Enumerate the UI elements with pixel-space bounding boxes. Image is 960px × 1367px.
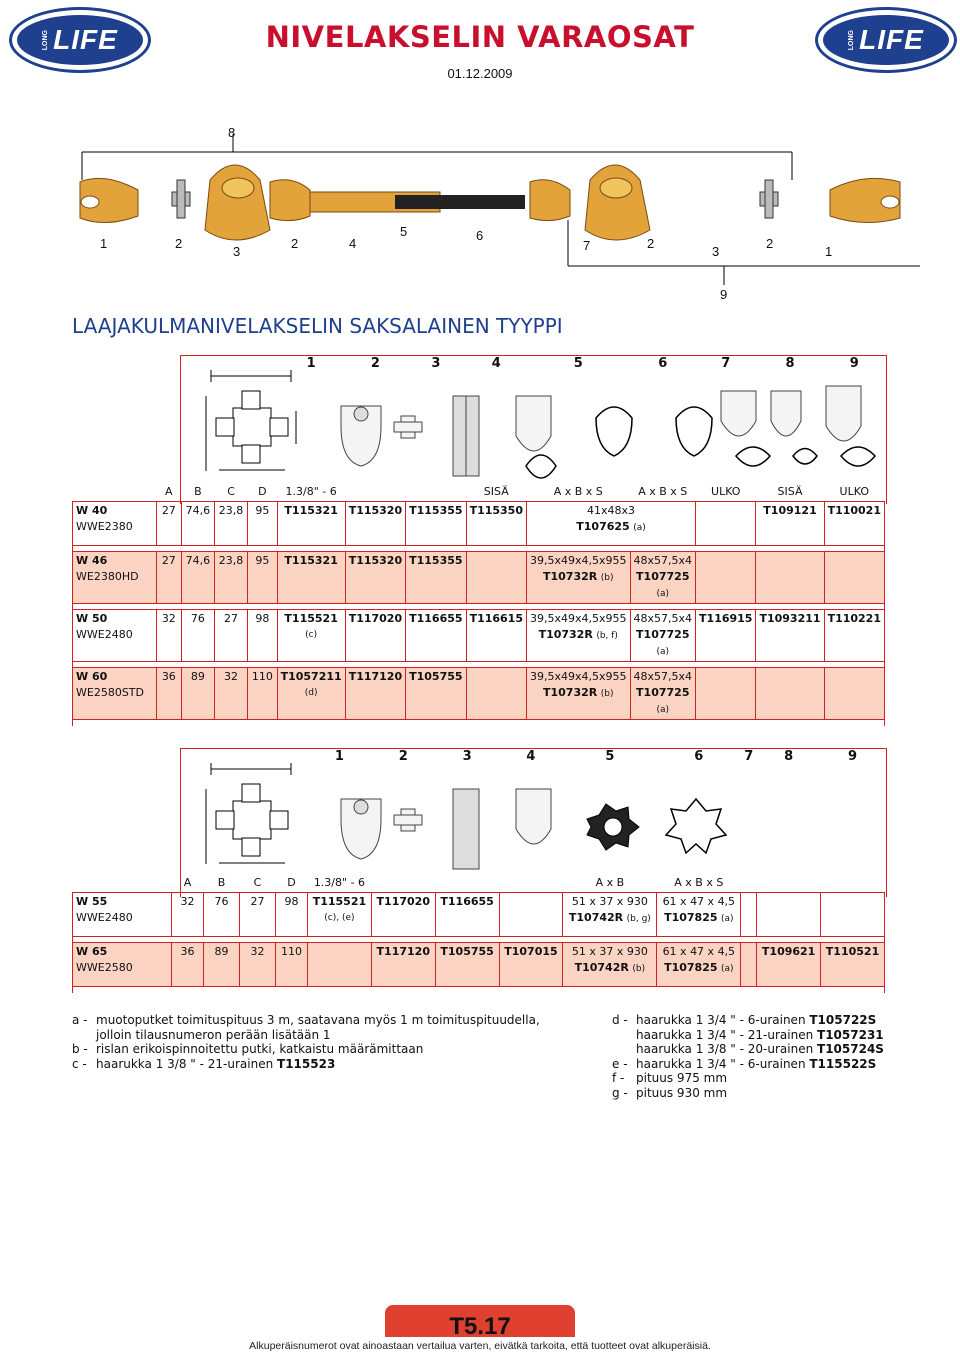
dim-d: 110 (248, 668, 277, 720)
dim-a: 36 (172, 943, 204, 987)
sub-1: 1.3/8" - 6 (313, 876, 366, 889)
col9-cell (824, 552, 884, 604)
cell-part (530, 569, 627, 586)
cell-note: (c), (e) (324, 913, 355, 923)
footnote-key: g - (612, 1085, 628, 1100)
cell-note: (a) (721, 964, 734, 974)
footnote (612, 1028, 912, 1043)
part-number: T10742R (568, 911, 624, 924)
sub-8: SISÄ (777, 485, 803, 498)
sub-b: B (194, 485, 202, 498)
col-4: 4 (526, 749, 536, 764)
col2-cell: T117120 (371, 943, 435, 987)
spacer-cell (73, 987, 885, 993)
col3-cell: T105755 (406, 668, 466, 720)
col5-cell (563, 943, 657, 987)
footnote-key: b - (72, 1042, 88, 1056)
col6-cell (630, 552, 696, 604)
col1-cell (308, 943, 372, 987)
sub-4: SISÄ (483, 485, 509, 498)
part-number: T115522S (809, 1056, 877, 1071)
spacer-cell (73, 720, 885, 726)
col3-cell: T116655 (406, 610, 466, 662)
col8-cell: T109121 (756, 502, 824, 546)
sub-6: A x B x S (638, 485, 688, 498)
part-number: T10732R (543, 570, 598, 583)
model-code: WWE2480 (76, 628, 133, 641)
model-name: W 40 (76, 504, 108, 517)
sub-3 (406, 483, 466, 502)
sub-a: A (183, 876, 192, 889)
col8-cell (757, 893, 821, 937)
header (0, 0, 960, 90)
footnote-text: pituus 930 mm (636, 1085, 728, 1100)
col9-cell (821, 893, 885, 937)
dim-b: 89 (181, 668, 214, 720)
col-9: 9 (849, 356, 859, 371)
footnote-key: c - (72, 1056, 87, 1071)
logo-text: LIFE (53, 24, 118, 55)
col9-cell: T110521 (821, 943, 885, 987)
table2-number-row (73, 748, 885, 766)
footnote-text: haarukka 1 3/4 " - 6-urainen (636, 1013, 806, 1027)
footnote-text: haarukka 1 3/4 " - 6-urainen (636, 1056, 806, 1071)
cell-part (660, 960, 737, 977)
part-number: T115321 (284, 554, 338, 567)
col-1: 1 (306, 356, 316, 371)
col8-cell (756, 552, 824, 604)
footnote (612, 1013, 912, 1028)
callout-5: 5 (400, 224, 408, 239)
date: 01.12.2009 (447, 66, 513, 81)
model-code: WWE2380 (76, 520, 133, 533)
model-code: WWE2480 (76, 911, 133, 924)
col5-cell (527, 668, 631, 720)
col9-cell: T110021 (824, 502, 884, 546)
col1-cell (308, 893, 372, 937)
callout-8: 8 (228, 125, 236, 140)
footnote-text: pituus 975 mm (636, 1071, 728, 1085)
cell-note: (b, g) (626, 914, 651, 924)
footnote-list (612, 1013, 912, 1100)
footnote-text: rislan erikoispinnoitettu putki, katkaistu määrämittaan (96, 1042, 424, 1056)
cell-note: (c) (305, 630, 318, 640)
part-number: T115521 (312, 895, 367, 908)
cell-note: (a) (656, 589, 670, 599)
col-2: 2 (370, 356, 380, 371)
col1-cell (277, 552, 345, 604)
dim-d: 110 (276, 943, 308, 987)
table-row (73, 668, 885, 720)
logo-small-text: LONG (42, 29, 50, 51)
col-5: 5 (605, 749, 615, 764)
spec-table-2 (72, 748, 885, 993)
cell-part (634, 627, 693, 660)
footnote-key (612, 1028, 636, 1043)
cell-part (634, 685, 693, 718)
col6-cell (657, 943, 741, 987)
model-cell (73, 552, 157, 604)
cell-note: (b, f) (596, 631, 618, 641)
col8-cell: T109621 (757, 943, 821, 987)
col8-cell (756, 668, 824, 720)
table1-number-row (73, 355, 885, 373)
model-name: W 55 (76, 895, 108, 908)
cell-value: 41x48x3 (587, 504, 636, 517)
cell-value: 51 x 37 x 930 (571, 895, 648, 908)
model-cell (73, 668, 157, 720)
part-number: T10732R (538, 628, 593, 641)
sub-2 (345, 483, 405, 502)
footnote (72, 1013, 572, 1028)
footnote-key: f - (612, 1071, 625, 1085)
dim-d: 95 (248, 552, 277, 604)
callout-1: 1 (100, 236, 108, 251)
col-8: 8 (784, 749, 794, 764)
sub-a: A (165, 485, 173, 498)
table-row (73, 610, 885, 662)
col7-cell (741, 943, 757, 987)
dim-b: 76 (204, 893, 240, 937)
model-code: WE2580STD (76, 686, 144, 699)
table1-subheader-row (73, 483, 885, 502)
col3-cell: T116655 (435, 893, 499, 937)
col-7: 7 (744, 749, 754, 764)
sub-8 (757, 874, 821, 893)
col7-cell (696, 668, 756, 720)
table-row (73, 893, 885, 937)
page-title: NIVELAKSELIN VARAOSAT (265, 20, 695, 54)
col-7: 7 (721, 356, 731, 371)
model-code: WE2380HD (76, 570, 139, 583)
table-row (73, 943, 885, 987)
col6-cell (630, 610, 696, 662)
sub-9: ULKO (839, 485, 869, 498)
col6-cell (657, 893, 741, 937)
footnote (72, 1028, 572, 1043)
col5-cell (563, 893, 657, 937)
footnote (72, 1057, 572, 1072)
sub-9 (821, 874, 885, 893)
section-title: LAAJAKULMANIVELAKSELIN SAKSALAINEN TYYPPI (72, 314, 563, 338)
col2-cell: T115320 (345, 552, 405, 604)
part-number: T115521 (284, 612, 338, 625)
callout-6: 6 (476, 228, 484, 243)
col1-cell (277, 668, 345, 720)
callout-9: 9 (720, 287, 728, 302)
dim-d: 95 (248, 502, 277, 546)
part-number: T107825 (664, 911, 718, 924)
dim-d: 98 (276, 893, 308, 937)
footnotes-left (72, 1013, 572, 1071)
sub-7: ULKO (711, 485, 741, 498)
col7-cell (696, 502, 756, 546)
model-cell (73, 943, 172, 987)
col5-cell (527, 610, 631, 662)
dim-b: 89 (204, 943, 240, 987)
cell-value: 39,5x49x4,5x955 (530, 554, 627, 567)
col5-cell (527, 552, 631, 604)
dim-b: 74,6 (181, 552, 214, 604)
model-name: W 60 (76, 670, 108, 683)
col4-cell: T116615 (466, 610, 526, 662)
col-4: 4 (491, 356, 501, 371)
col6-cell (630, 668, 696, 720)
sub-4 (499, 874, 563, 893)
sub-b: B (217, 876, 226, 889)
footnote (612, 1086, 912, 1101)
cell-value: 48x57,5x4 (633, 554, 693, 567)
footnote-text: haarukka 1 3/8 " - 20-urainen (636, 1042, 814, 1056)
callout-2: 2 (647, 236, 655, 251)
part-number: T107825 (664, 961, 718, 974)
col2-cell: T117120 (345, 668, 405, 720)
dim-c: 23,8 (214, 502, 247, 546)
cell-part (530, 685, 627, 702)
col4-cell (466, 552, 526, 604)
cell-value: 51 x 37 x 930 (571, 945, 648, 958)
cell-note: (a) (656, 647, 670, 657)
model-name: W 46 (76, 554, 108, 567)
footnote-key (612, 1042, 636, 1057)
col8-cell: T1093211 (756, 610, 824, 662)
dim-a: 32 (172, 893, 204, 937)
col-3: 3 (462, 749, 472, 764)
dim-d: 98 (248, 610, 277, 662)
model-cell (73, 610, 157, 662)
col2-cell: T117020 (345, 610, 405, 662)
footnote-list (72, 1013, 572, 1071)
cell-note: (b) (600, 689, 614, 699)
disclaimer: Alkuperäisnumerot ovat ainoastaan vertailua varten, eivätkä tarkoita, että tuotteet ovat alkuperäisiä. (249, 1340, 711, 1352)
col-2: 2 (398, 749, 408, 764)
sub-c: C (227, 485, 235, 498)
col4-cell: T107015 (499, 943, 563, 987)
model-code: WWE2580 (76, 961, 133, 974)
dim-c: 32 (240, 943, 276, 987)
part-number: T107625 (576, 520, 630, 533)
row-spacer (73, 720, 885, 726)
col-9: 9 (848, 749, 858, 764)
dim-c: 23,8 (214, 552, 247, 604)
cell-part (566, 910, 653, 927)
col56-cell (527, 502, 696, 546)
col7-cell (741, 893, 757, 937)
part-number: T10732R (543, 686, 598, 699)
col-6: 6 (658, 356, 668, 371)
cell-note: (a) (656, 705, 670, 715)
col3-cell: T105755 (435, 943, 499, 987)
part-number: T107725 (636, 570, 690, 583)
col7-cell: T116915 (696, 610, 756, 662)
sub-7 (741, 874, 757, 893)
col3-cell: T115355 (406, 552, 466, 604)
dim-c: 32 (214, 668, 247, 720)
footnote (612, 1042, 912, 1057)
cell-value: 48x57,5x4 (633, 612, 693, 625)
cell-part (660, 910, 737, 927)
col-6: 6 (694, 749, 704, 764)
part-number: T105724S (817, 1042, 884, 1056)
cell-note: (b) (600, 573, 614, 583)
cell-note: (a) (721, 914, 734, 924)
cell-part (530, 627, 627, 644)
cell-part (634, 569, 693, 602)
col2-cell: T115320 (345, 502, 405, 546)
col4-cell: T115350 (466, 502, 526, 546)
cell-value: 61 x 47 x 4,5 (662, 895, 736, 908)
dim-a: 27 (156, 552, 181, 604)
cell-note: (a) (633, 523, 646, 533)
col2-cell: T117020 (371, 893, 435, 937)
spec-table-1 (72, 355, 885, 726)
part-number: T1057231 (817, 1027, 884, 1042)
col-8: 8 (785, 356, 795, 371)
cell-value: 61 x 47 x 4,5 (662, 945, 736, 958)
dim-b: 74,6 (181, 502, 214, 546)
model-cell (73, 893, 172, 937)
col-5: 5 (573, 356, 583, 371)
part-number: T107725 (636, 628, 690, 641)
footnotes-right (612, 1013, 912, 1100)
footnote-text: haarukka 1 3/8 " - 21-urainen (96, 1056, 274, 1071)
sub-6: A x B x S (674, 876, 724, 889)
col9-cell: T110221 (824, 610, 884, 662)
page-code: T5.17 (449, 1313, 511, 1340)
table-row (73, 502, 885, 546)
table1-body (73, 502, 885, 726)
cell-value: 39,5x49x4,5x955 (530, 612, 627, 625)
footnote-key (72, 1028, 96, 1043)
footnote-key: d - (612, 1013, 628, 1027)
dim-a: 27 (156, 502, 181, 546)
exploded-diagram (60, 120, 920, 305)
callout-2: 2 (766, 236, 774, 251)
part-number: T105722S (809, 1013, 877, 1027)
callout-2: 2 (291, 236, 299, 251)
callout-3: 3 (233, 244, 241, 259)
callout-2: 2 (175, 236, 183, 251)
footnote (612, 1057, 912, 1072)
table2-body (73, 893, 885, 993)
driveshaft-illustration (60, 120, 920, 305)
part-number: T115523 (277, 1056, 336, 1071)
part-number: T115321 (284, 504, 338, 517)
dim-c: 27 (214, 610, 247, 662)
cell-value: 48x57,5x4 (633, 670, 693, 683)
logo-text: LIFE (859, 24, 924, 55)
footnote (72, 1042, 572, 1057)
col4-cell (499, 893, 563, 937)
footnote-key: a - (72, 1013, 88, 1027)
col4-cell (466, 668, 526, 720)
table-row (73, 552, 885, 604)
table2-subheader-row (73, 874, 885, 893)
cell-value: 39,5x49x4,5x955 (530, 670, 627, 683)
callout-4: 4 (349, 236, 357, 251)
sub-5: A x B x S (553, 485, 603, 498)
sub-2 (371, 874, 435, 893)
logo-small-text: LONG (848, 29, 856, 51)
dim-a: 32 (156, 610, 181, 662)
dim-c: 27 (240, 893, 276, 937)
dim-b: 76 (181, 610, 214, 662)
col7-cell (696, 552, 756, 604)
col-3: 3 (431, 356, 441, 371)
footnote-text: muotoputket toimituspituus 3 m, saatavana myös 1 m toimituspituudella, (96, 1013, 540, 1027)
model-cell (73, 502, 157, 546)
callout-7: 7 (583, 238, 591, 253)
sub-d: D (287, 876, 296, 889)
model-name: W 50 (76, 612, 108, 625)
callout-3: 3 (712, 244, 720, 259)
col1-cell (277, 610, 345, 662)
cell-part (530, 519, 692, 536)
footnote (612, 1071, 912, 1086)
logo-right (818, 10, 954, 70)
cell-note: (b) (632, 964, 646, 974)
sub-d: D (258, 485, 267, 498)
dim-a: 36 (156, 668, 181, 720)
part-number: T10742R (574, 961, 629, 974)
model-name: W 65 (76, 945, 108, 958)
cell-note: (d) (304, 688, 318, 698)
footnote-text: haarukka 1 3/4 " - 21-urainen (636, 1027, 814, 1042)
footnote-text: jolloin tilausnumeron perään lisätään 1 (96, 1027, 331, 1042)
sub-1: 1.3/8" - 6 (285, 485, 337, 498)
sub-3 (435, 874, 499, 893)
row-spacer (73, 987, 885, 993)
col-1: 1 (334, 749, 344, 764)
footnote-key: e - (612, 1056, 628, 1071)
part-number: T1057211 (280, 670, 342, 683)
sub-c: C (253, 876, 262, 889)
sub-5: A x B (595, 876, 625, 889)
cell-part (566, 960, 653, 977)
part-number: T107725 (636, 686, 690, 699)
col9-cell (824, 668, 884, 720)
col3-cell: T115355 (406, 502, 466, 546)
col1-cell (277, 502, 345, 546)
callout-1: 1 (825, 244, 833, 259)
